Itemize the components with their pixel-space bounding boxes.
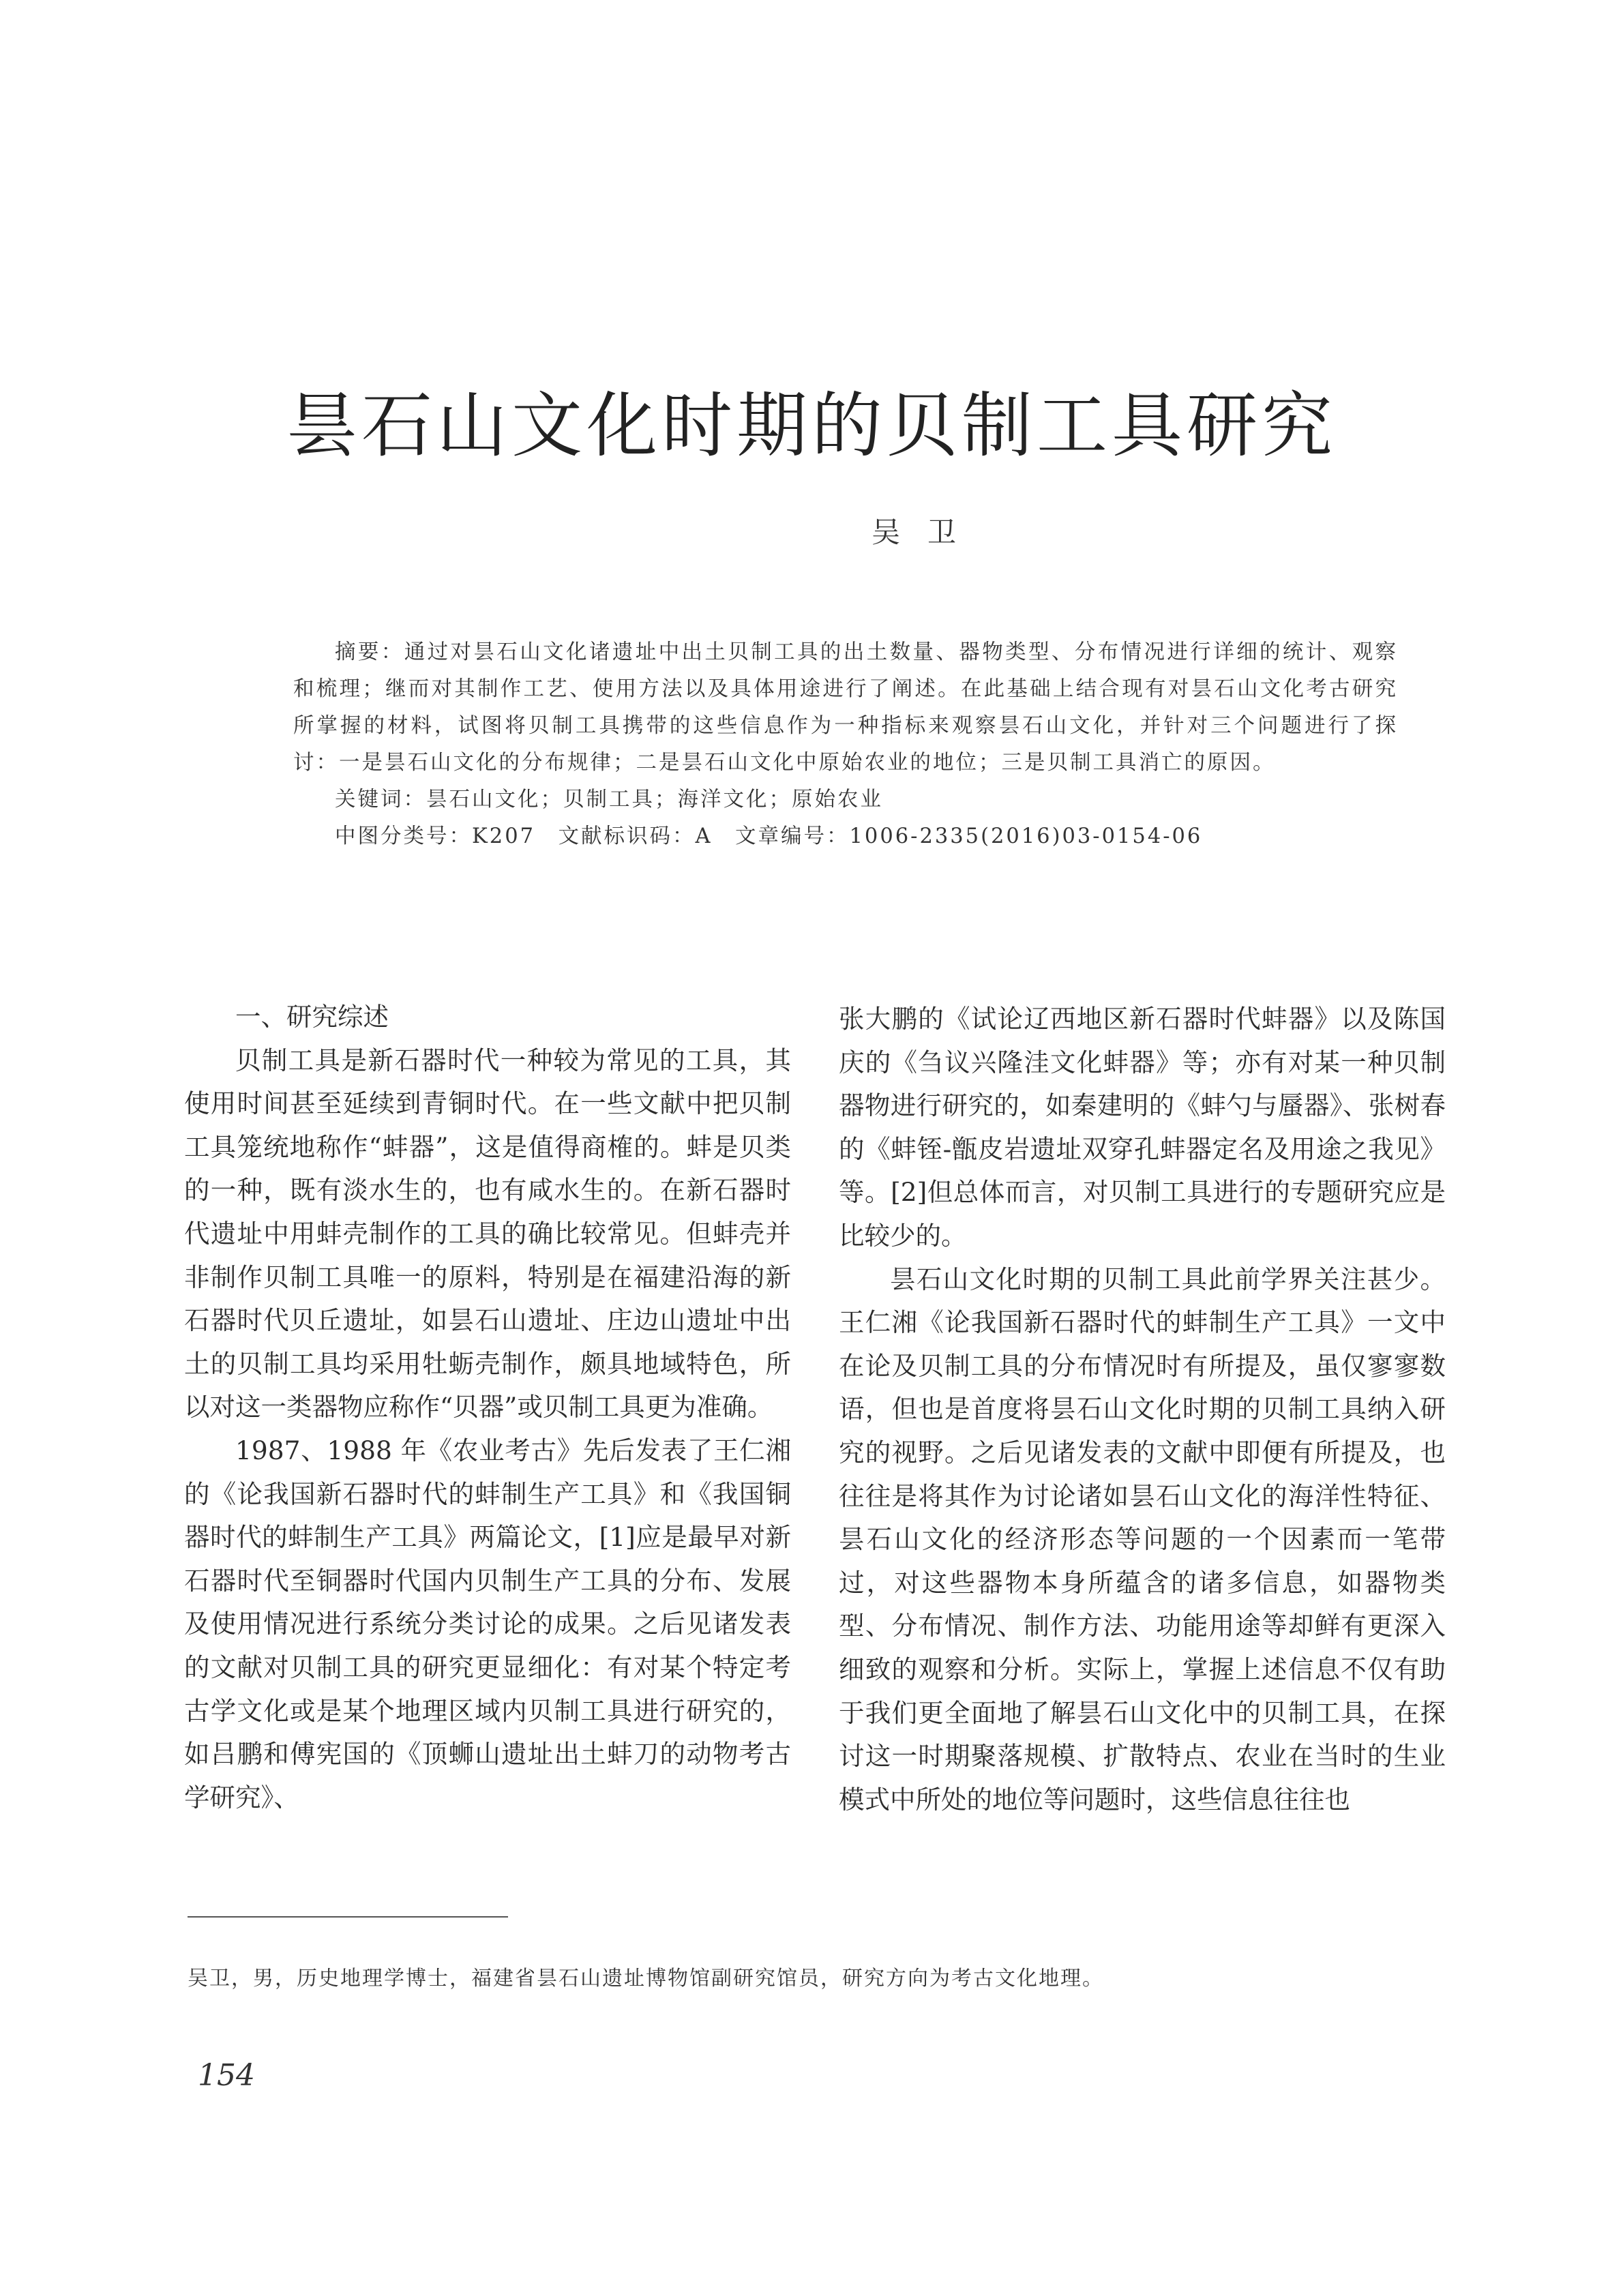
footnote-divider xyxy=(188,1916,508,1918)
page-number: 154 xyxy=(198,2058,255,2093)
classification-line: 中图分类号：K207 文献标识码：A 文章编号：1006-2335(2016)03-0154-06 xyxy=(335,824,1203,848)
abstract-text: 摘要：通过对昙石山文化诸遗址中出土贝制工具的出土数量、器物类型、分布情况进行详细的统计、观察和梳理；继而对其制作工艺、使用方法以及具体用途进行了阐述。在此基础上结合现有对昙石山文化考古研究所掌握的材料，试图将贝制工具携带的这些信息作为一种指标来观察昙石山文化，并针对三个问题进行了探讨：一是昙石山文化的分布规律；二是昙石山文化中原始农业的地位；三是贝制工具消亡的原因。 xyxy=(293,640,1398,775)
left-column xyxy=(184,996,791,1819)
keywords: 关键词：昙石山文化；贝制工具；海洋文化；原始农业 xyxy=(335,788,883,811)
paragraph-1: 贝制工具是新石器时代一种较为常见的工具，其使用时间甚至延续到青铜时代。在一些文献中把贝制工具笼统地称作“蚌器”，这是值得商榷的。蚌是贝类的一种，既有淡水生的，也有咸水生的。在新石器时代遗址中用蚌壳制作的工具的确比较常见。但蚌壳并非制作贝制工具唯一的原料，特别是在福建沿海的新石器时代贝丘遗址，如昙石山遗址、庄边山遗址中出土的贝制工具均采用牡蛎壳制作，颇具地域特色，所以对这一类器物应称作“贝器”或贝制工具更为准确。 xyxy=(184,1045,791,1422)
paragraph-2: 1987、1988 年《农业考古》先后发表了王仁湘的《论我国新石器时代的蚌制生产工具》和《我国铜器时代的蚌制生产工具》两篇论文，[1]应是最早对新石器时代至铜器时代国内贝制生产工具的分布、发展及使用情况进行系统分类讨论的成果。之后见诸发表的文献对贝制工具的研究更显细化：有对某个特定考古学文化或是某个地理区域内贝制工具进行研究的，如吕鹏和傅宪国的《顶蛳山遗址出土蚌刀的动物考古学研究》、 xyxy=(184,1435,791,1813)
right-column xyxy=(839,998,1446,1821)
paragraph-3: 张大鹏的《试论辽西地区新石器时代蚌器》以及陈国庆的《刍议兴隆洼文化蚌器》等；亦有对某一种贝制器物进行研究的，如秦建明的《蚌勺与蜃器》、张树春的《蚌铚-甑皮岩遗址双穿孔蚌器定名及用途之我见》等。[2]但总体而言，对贝制工具进行的专题研究应是比较少的。 xyxy=(839,1004,1446,1251)
author-footnote: 吴卫，男，历史地理学博士，福建省昙石山遗址博物馆副研究馆员，研究方向为考古文化地理。 xyxy=(188,1967,1104,1991)
article-title: 昙石山文化时期的贝制工具研究 xyxy=(286,384,1337,467)
section-heading: 一、研究综述 xyxy=(235,1002,389,1032)
author-name: 吴卫 xyxy=(871,516,983,549)
abstract-block xyxy=(293,634,1398,855)
paragraph-4: 昙石山文化时期的贝制工具此前学界关注甚少。王仁湘《论我国新石器时代的蚌制生产工具》一文中在论及贝制工具的分布情况时有所提及，虽仅寥寥数语，但也是首度将昙石山文化时期的贝制工具纳入研究的视野。之后见诸发表的文献中即便有所提及，也往往是将其作为讨论诸如昙石山文化的海洋性特征、昙石山文化的经济形态等问题的一个因素而一笔带过，对这些器物本身所蕴含的诸多信息，如器物类型、分布情况、制作方法、功能用途等却鲜有更深入细致的观察和分析。实际上，掌握上述信息不仅有助于我们更全面地了解昙石山文化中的贝制工具，在探讨这一时期聚落规模、扩散特点、农业在当时的生业模式中所处的地位等问题时，这些信息往往也 xyxy=(839,1264,1446,1815)
